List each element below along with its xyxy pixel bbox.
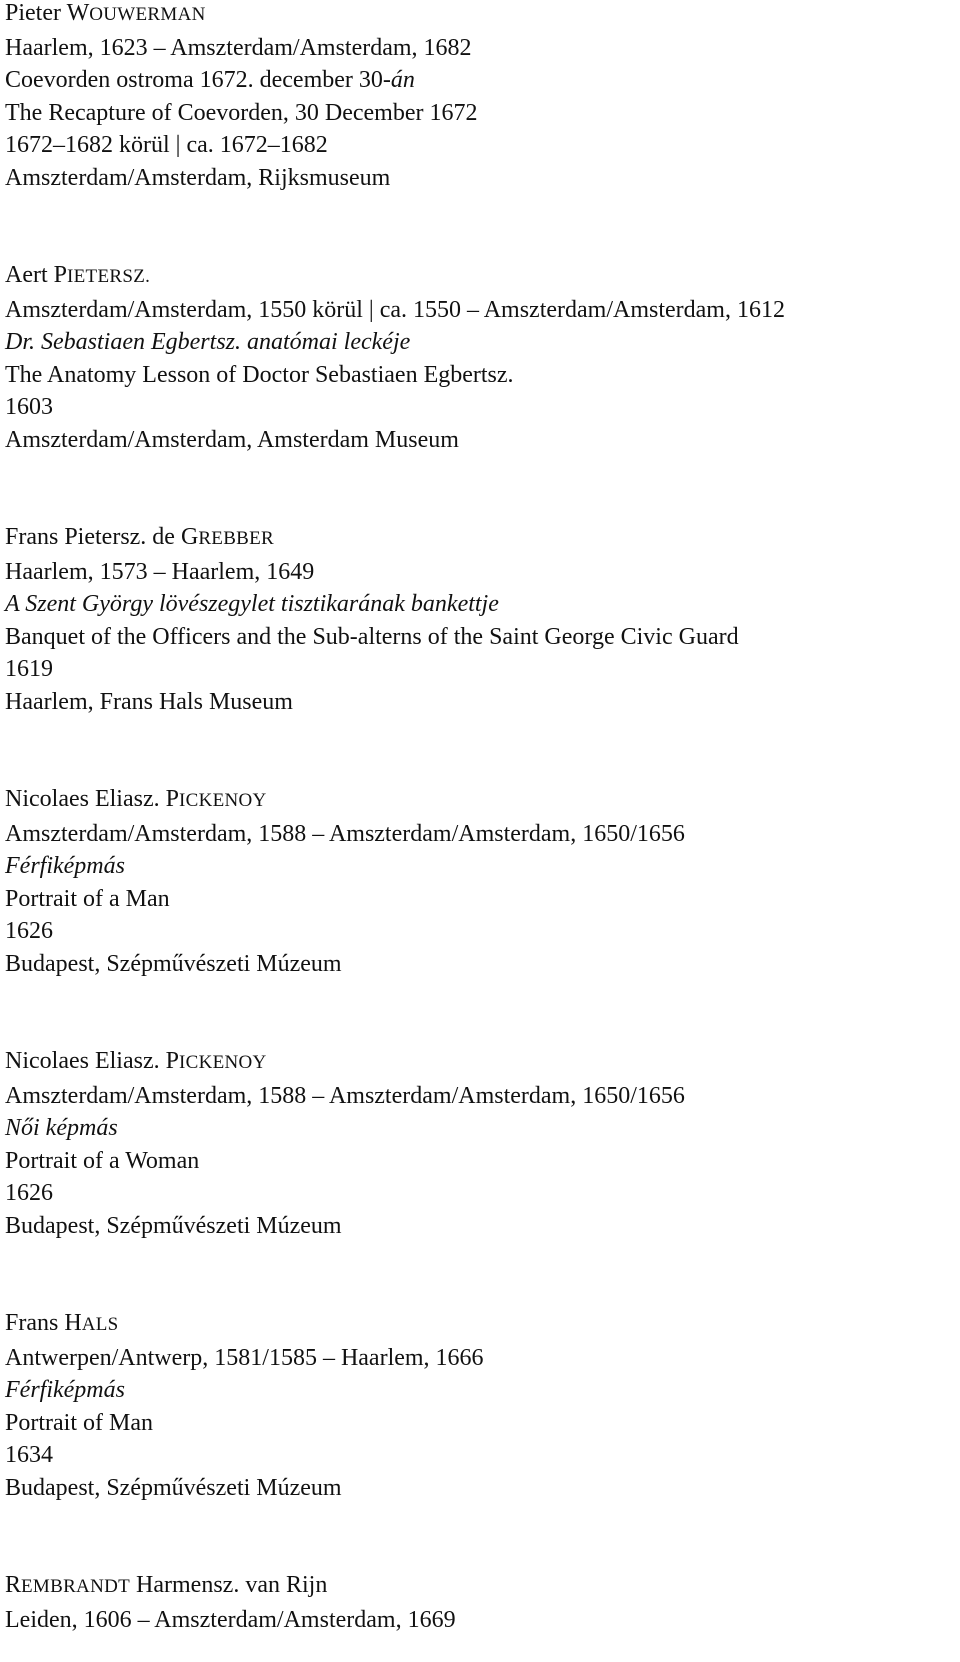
entry-separator — [5, 1504, 955, 1569]
artist-name — [5, 1307, 955, 1342]
title-english: Portrait of Man — [5, 1409, 153, 1436]
entry-separator — [5, 718, 955, 783]
artist-name — [5, 0, 955, 32]
entry-separator — [5, 456, 955, 521]
artist-name — [5, 1569, 955, 1604]
artwork-date: 1626 — [5, 1180, 53, 1206]
catalog-entry-wouwerman — [5, 0, 955, 194]
artist-first-name: Frans — [5, 1310, 59, 1336]
artist-life-dates: Amszterdam/Amsterdam, 1588 – Amszterdam/Amsterdam, 1650/1656 — [5, 820, 685, 847]
artist-surname-rest: ICKENOY — [178, 1052, 267, 1073]
artwork-date: 1672–1682 körül | ca. 1672–1682 — [5, 132, 328, 158]
artist-surname-rest: OUWERMAN — [89, 4, 206, 25]
artwork-location: Amszterdam/Amsterdam, Rijksmuseum — [5, 164, 391, 191]
title-hungarian: Női képmás — [5, 1115, 118, 1141]
catalog-entry-pickenoy-man — [5, 783, 955, 980]
artist-life-dates: Haarlem, 1623 – Amszterdam/Amsterdam, 1682 — [5, 34, 472, 61]
artist-life-dates: Amszterdam/Amsterdam, 1588 – Amszterdam/Amsterdam, 1650/1656 — [5, 1082, 685, 1109]
artist-surname-initial: P — [165, 1048, 179, 1074]
catalog-entry-grebber — [5, 521, 955, 718]
artist-life-dates: Haarlem, 1573 – Haarlem, 1649 — [5, 558, 315, 585]
artwork-location: Budapest, Szépművészeti Múzeum — [5, 1212, 342, 1239]
title-hungarian: Dr. Sebastiaen Egbertsz. anatómai leckéje — [5, 329, 411, 355]
artwork-date: 1603 — [5, 394, 53, 420]
title-english: The Recapture of Coevorden, 30 December 1672 — [5, 99, 478, 126]
catalog-entry-pickenoy-woman — [5, 1045, 955, 1242]
title-hungarian: Férfiképmás — [5, 1377, 125, 1403]
artist-first-name: Nicolaes Eliasz. — [5, 786, 160, 812]
artist-first-name: Frans Pietersz. de — [5, 524, 175, 550]
artist-surname-initial: R — [5, 1572, 22, 1598]
artist-surname-rest: EMBRANDT — [21, 1576, 131, 1597]
artwork-location: Budapest, Szépművészeti Múzeum — [5, 1474, 342, 1501]
artist-life-dates: Leiden, 1606 – Amszterdam/Amsterdam, 1669 — [5, 1606, 456, 1633]
catalog-page — [5, 0, 955, 1636]
artist-surname-initial: H — [64, 1310, 82, 1336]
entry-separator — [5, 194, 955, 259]
artwork-date: 1619 — [5, 656, 53, 682]
catalog-entry-pietersz — [5, 259, 955, 456]
artist-first-name: Aert — [5, 262, 48, 288]
title-english: Portrait of a Woman — [5, 1147, 200, 1174]
artist-name — [5, 521, 955, 556]
artist-first-name: Nicolaes Eliasz. — [5, 1048, 160, 1074]
artist-surname-initial: P — [53, 262, 68, 288]
title-hungarian-plain: Coevorden ostroma 1672. december 30- — [5, 67, 391, 93]
artist-name — [5, 1045, 955, 1080]
title-english: Portrait of a Man — [5, 885, 170, 912]
entry-separator — [5, 980, 955, 1045]
artwork-location: Haarlem, Frans Hals Museum — [5, 688, 293, 715]
artist-name — [5, 783, 955, 818]
title-english: Banquet of the Officers and the Sub-alterns of the Saint George Civic Guard — [5, 623, 739, 650]
artwork-location: Budapest, Szépművészeti Múzeum — [5, 950, 342, 977]
catalog-entry-rembrandt — [5, 1569, 955, 1636]
title-hungarian — [5, 64, 955, 97]
artist-life-dates: Amszterdam/Amsterdam, 1550 körül | ca. 1550 – Amszterdam/Amsterdam, 1612 — [5, 296, 785, 323]
artist-surname-initial: G — [180, 524, 199, 550]
artwork-location: Amszterdam/Amsterdam, Amsterdam Museum — [5, 426, 459, 453]
artist-surname-rest: ICKENOY — [178, 790, 267, 811]
artist-surname-rest: IETERSZ. — [67, 266, 151, 287]
artist-surname-rest: REBBER — [198, 528, 275, 549]
artist-patronymic: Harmensz. van Rijn — [136, 1572, 328, 1598]
title-hungarian: A Szent György lövészegylet tisztikarának bankettje — [5, 591, 499, 617]
artwork-date: 1634 — [5, 1442, 53, 1468]
title-hungarian: Férfiképmás — [5, 853, 125, 879]
title-english: The Anatomy Lesson of Doctor Sebastiaen Egbertsz. — [5, 361, 514, 388]
artist-surname-initial: P — [165, 786, 179, 812]
artist-life-dates: Antwerpen/Antwerp, 1581/1585 – Haarlem, 1666 — [5, 1344, 484, 1371]
entry-separator — [5, 1242, 955, 1307]
artist-name — [5, 259, 955, 294]
artwork-date: 1626 — [5, 918, 53, 944]
title-hungarian-suffix: án — [390, 67, 415, 93]
artist-first-name: Pieter — [5, 0, 61, 26]
artist-surname-rest: ALS — [81, 1314, 119, 1335]
catalog-entry-hals — [5, 1307, 955, 1504]
artist-surname-initial: W — [66, 0, 90, 26]
